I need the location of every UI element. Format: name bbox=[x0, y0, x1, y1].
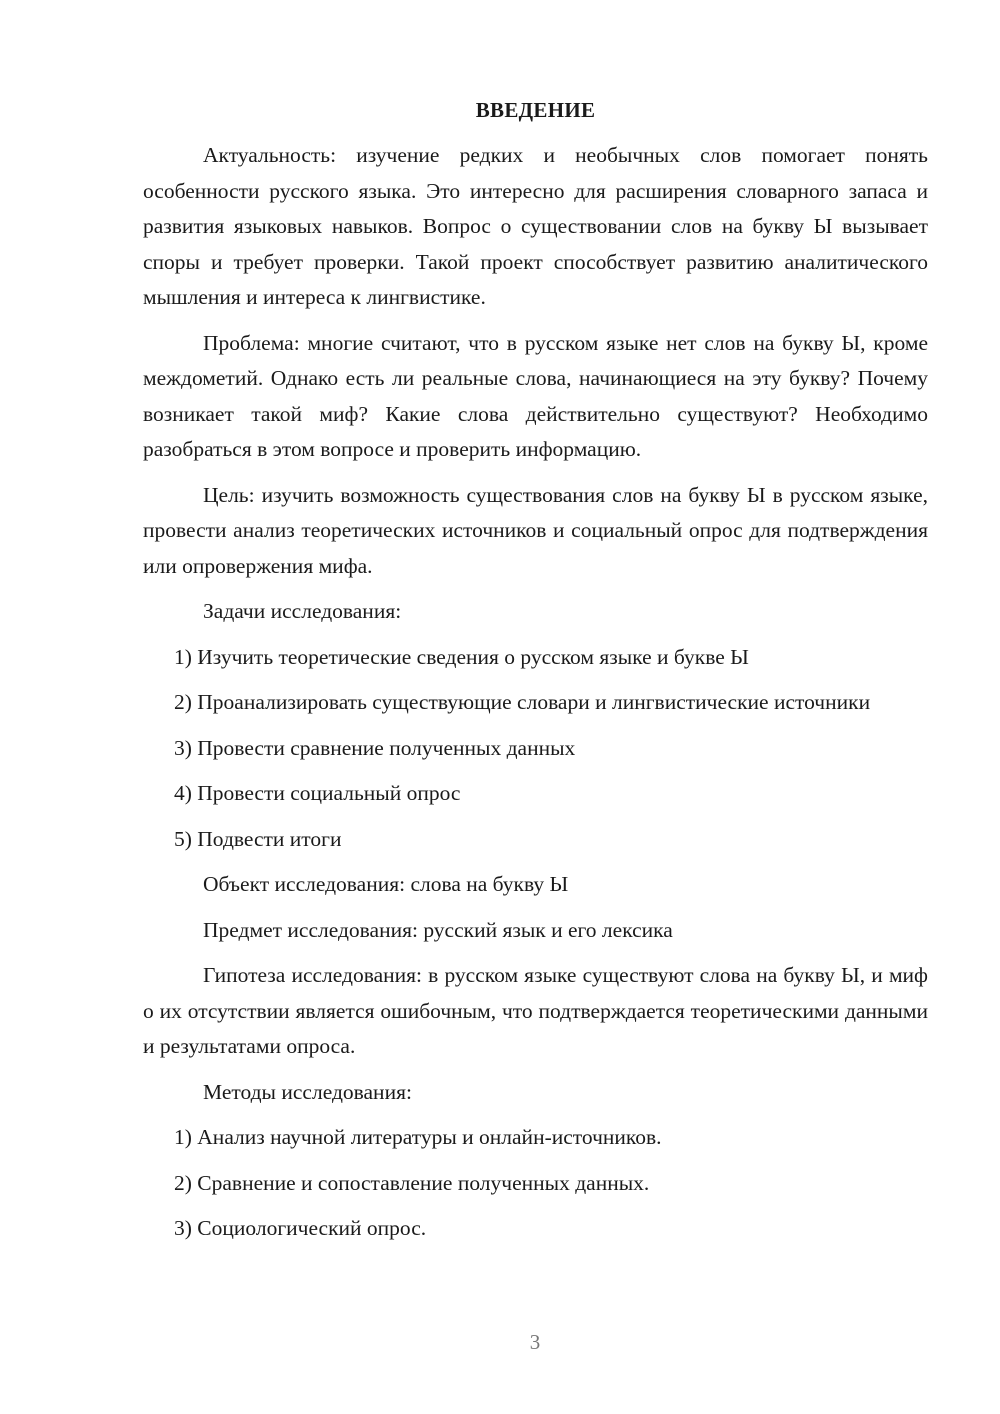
method-item: 1) Анализ научной литературы и онлайн-источников. bbox=[174, 1125, 662, 1149]
problem-paragraph: Проблема: многие считают, что в русском языке нет слов на букву Ы, кроме междометий. Однако есть ли реальные слова, начинающиеся на эту букву? Почему возникает такой миф? Какие слова действительно существуют? Необходимо разобраться в этом вопросе и проверить информацию. bbox=[143, 330, 928, 461]
task-item: 2) Проанализировать существующие словари и лингвистические источники bbox=[174, 690, 871, 714]
subject-line: Предмет исследования: русский язык и его лексика bbox=[203, 917, 673, 942]
task-item: 1) Изучить теоретические сведения о русском языке и букве Ы bbox=[174, 644, 749, 669]
method-item: 2) Сравнение и сопоставление полученных данных. bbox=[174, 1170, 650, 1195]
goal-paragraph: Цель: изучить возможность существования слов на букву Ы в русском языке, провести анализ теоретических источников и социальный опрос для подтверждения или опровержения мифа. bbox=[143, 482, 928, 578]
object-line: Объект исследования: слова на букву Ы bbox=[203, 872, 569, 896]
tasks-heading: Задачи исследования: bbox=[203, 599, 402, 623]
page-title: ВВЕДЕНИЕ bbox=[475, 98, 596, 122]
hypothesis-paragraph: Гипотеза исследования: в русском языке существуют слова на букву Ы, и миф о их отсутствии является ошибочным, что подтверждается теоретическими данными и результатами опроса. bbox=[143, 963, 928, 1058]
task-item: 4) Провести социальный опрос bbox=[174, 781, 461, 805]
methods-heading: Методы исследования: bbox=[203, 1079, 412, 1104]
task-item: 5) Подвести итоги bbox=[174, 826, 342, 851]
page-number: 3 bbox=[529, 1330, 541, 1354]
method-item: 3) Социологический опрос. bbox=[174, 1216, 427, 1240]
task-item: 3) Провести сравнение полученных данных bbox=[174, 735, 576, 760]
document-page bbox=[143, 92, 928, 1257]
relevance-paragraph: Актуальность: изучение редких и необычных слов помогает понять особенности русского языка. Это интересно для расширения словарного запаса и развития языковых навыков. Вопрос о существовании слов на букву Ы вызывает споры и требует проверки. Такой проект способствует развитию аналитического мышления и интереса к лингвистике. bbox=[143, 143, 928, 309]
